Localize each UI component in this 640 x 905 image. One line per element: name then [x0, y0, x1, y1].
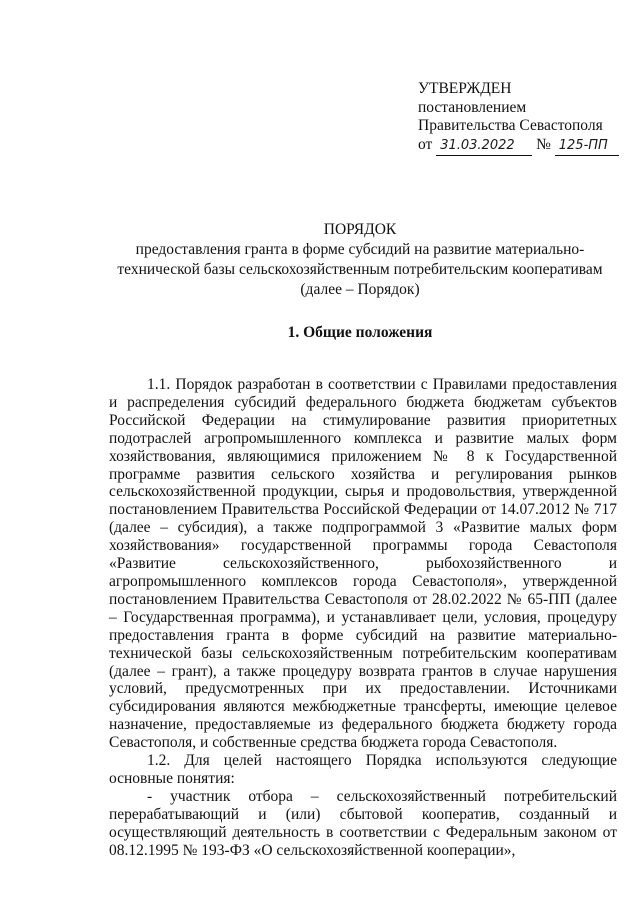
paragraph-1-2: 1.2. Для целей настоящего Порядка используются следующие основные понятия:	[109, 752, 617, 787]
document-body	[109, 376, 617, 859]
document-title	[100, 220, 620, 300]
number-prefix: №	[536, 135, 551, 153]
approval-line-government: Правительства Севастополя	[418, 117, 603, 134]
handwritten-date: 31.03.2022	[436, 137, 532, 157]
approval-title: УТВЕРЖДЕН	[418, 80, 512, 97]
approval-line-resolution: постановлением	[418, 98, 527, 116]
approval-date-number	[418, 136, 628, 157]
approval-stamp	[418, 80, 628, 156]
date-prefix: от	[418, 135, 433, 153]
title-line-1: предоставления гранта в форме субсидий на развитие материально-	[135, 241, 585, 258]
title-line-2: технической базы сельскохозяйственным потребительским кооперативам	[117, 261, 603, 278]
title-heading: ПОРЯДОК	[323, 221, 397, 238]
paragraph-1-1: 1.1. Порядок разработан в соответствии с Правилами предоставления и распределения субсидий федерального бюджета бюджетам субъектов Российской Федерации на стимулирование развития приоритетных подотраслей агропромышленного комплекса и развитие малых форм хозяйствования, являющимися приложением № 8 к Государственной программе развития сельского хозяйства и регулирования рынков сельскохозяйственной продукции, сырья и продовольствия, утвержденной постановлением Правительства Российской Федерации от 14.07.2012 № 717 (далее – субсидия), а также подпрограммой 3 «Развитие малых форм хозяйствования» государственной программы города Севастополя «Развитие сельскохозяйственного, рыбохозяйственного и агропромышленного комплексов города Севастополя», утвержденной постановлением Правительства Севастополя от 28.02.2022 № 65-ПП (далее – Государственная программа), и устанавливает цели, условия, процедуру предоставления гранта в форме субсидий на развитие материально-технической базы сельскохозяйственным потребительским кооперативам (далее – грант), а также процедуру возврата грантов в случае нарушения условий, предусмотренных при их предоставлении. Источниками субсидирования являются межбюджетные трансферты, имеющие целевое назначение, предоставляемые из федерального бюджета бюджету города Севастополя, и собственные средства бюджета города Севастополя.	[109, 376, 617, 752]
title-line-3: (далее – Порядок)	[300, 281, 420, 298]
section-heading: 1. Общие положения	[287, 324, 433, 341]
definition-list-item: - участник отбора – сельскохозяйственный потребительский перерабатывающий и (или) сбытовой кооператив, созданный и осуществляющий деятельность в соответствии с Федеральным законом от 08.12.1995 № 193-ФЗ «О сельскохозяйственной кооперации»,	[109, 787, 617, 859]
handwritten-number: 125-ПП	[555, 137, 619, 157]
